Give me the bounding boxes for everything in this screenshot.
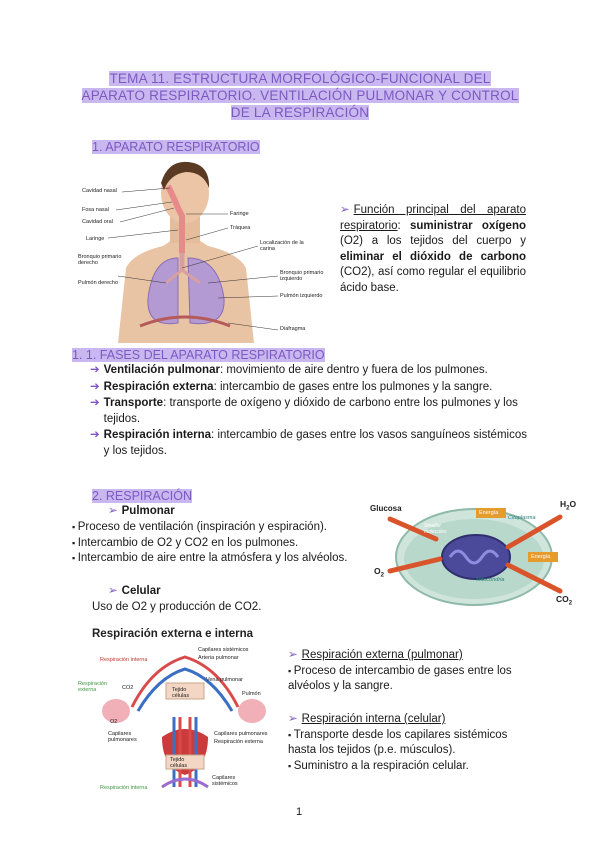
section-2-heading-text: 2. RESPIRACIÓN — [92, 489, 193, 503]
list-item: ▪ Suministro a la respiración celular. — [288, 759, 528, 775]
phase-bold: Ventilación pulmonar — [103, 364, 220, 376]
function-colon: : — [397, 219, 410, 232]
label-o2-small: O2 — [110, 719, 118, 725]
label-citoplasma: Citoplasma — [508, 515, 536, 521]
cellular-respiration-figure — [368, 495, 580, 617]
label-glucosa: Glucosa — [370, 504, 402, 513]
pulmonar-label: Pulmonar — [121, 505, 175, 517]
celular-heading — [108, 584, 161, 600]
section-1-heading-text: 1. APARATO RESPIRATORIO — [92, 140, 260, 154]
co2-sub: 2 — [568, 600, 573, 607]
page-title — [60, 70, 540, 121]
list-item: ▪ Intercambio de aire entre la atmósfera y los alvéolos. — [72, 551, 372, 567]
o2-sub: 2 — [380, 572, 384, 579]
label-tejido-celulas: Tejido células — [172, 687, 190, 699]
o2-main: O — [374, 566, 381, 576]
label-carina: Localización de la carina — [260, 240, 304, 252]
label-cavidad-nasal: Cavidad nasal — [82, 188, 117, 194]
label-cavidad-oral: Cavidad oral — [82, 219, 113, 225]
triangle-bullet-icon: ➢ — [288, 649, 298, 661]
title-line-2: APARATO RESPIRATORIO. VENTILACIÓN PULMONAR Y CONTROL — [81, 88, 519, 103]
label-capilares-pulmonares-left: Capilares pulmonares — [108, 731, 137, 743]
label-energia-2: Energía — [531, 554, 551, 560]
circulation-illustration — [92, 647, 278, 797]
section-1-1-heading-text: 1. 1. FASES DEL APARATO RESPIRATORIO — [72, 348, 325, 362]
label-pulmon: Pulmón — [242, 691, 261, 697]
label-co2-small: CO2 — [122, 685, 134, 691]
list-item: ▪ Proceso de ventilación (inspiración y espiración). — [72, 520, 372, 536]
section-2-heading — [92, 489, 192, 503]
label-pulmon-izquierdo: Pulmón izquierdo — [280, 293, 323, 299]
phases-list — [90, 363, 527, 459]
co2-main: CO — [556, 594, 569, 604]
label-laringe: Laringe — [86, 236, 105, 242]
celular-label: Celular — [121, 585, 161, 597]
arrow-icon: ➔ — [90, 429, 100, 441]
label-mitocondria: Mitocondria — [476, 577, 505, 583]
section-1-1-heading — [72, 348, 325, 362]
interna-heading-text: Respiración interna (celular) — [301, 713, 446, 725]
title-line-3: DE LA RESPIRACIÓN — [230, 105, 370, 120]
section-1-heading — [92, 140, 260, 154]
label-resp-interna-top: Respiración interna — [100, 657, 148, 663]
label-faringe: Faringe — [230, 211, 249, 217]
list-item — [90, 380, 527, 396]
phase-bold: Respiración interna — [103, 429, 212, 441]
label-pulmon-derecho: Pulmón derecho — [78, 280, 119, 286]
phase-text: : intercambio de gases entre los pulmones y la sangre. — [213, 380, 493, 393]
page-number: 1 — [296, 806, 303, 818]
phase-bold: Respiración externa — [103, 380, 214, 393]
label-capilares-pulmonares-right: Capilares pulmonares — [214, 731, 268, 737]
label-co2 — [556, 594, 572, 607]
label-capilares-sistemicos-bottom: Capilares sistémicos — [212, 775, 238, 787]
label-vena-pulmonar: Vena pulmonar — [206, 677, 243, 683]
interna-heading — [288, 712, 528, 728]
label-h2o — [560, 499, 576, 512]
function-mid: (O2) a los tejidos del cuerpo y — [340, 235, 526, 247]
phase-text: : intercambio de gases entre los vasos sanguíneos sistémicos y los tejidos. — [103, 429, 527, 457]
label-tejido-bottom: Tejido células — [170, 757, 188, 769]
interna-block — [288, 712, 528, 774]
respiration-figure-title: Respiración externa e interna — [92, 628, 254, 640]
function-tail: (CO2), así como regular el equilibrio ácido base. — [340, 266, 526, 294]
label-o2 — [374, 566, 384, 579]
interna-list — [288, 728, 528, 775]
celular-text: Uso de O2 y producción de CO2. — [92, 601, 262, 613]
function-paragraph — [340, 203, 526, 296]
externa-block — [288, 648, 528, 695]
externa-heading-text: Respiración externa (pulmonar) — [301, 649, 463, 661]
pulmonar-list — [72, 520, 372, 567]
arrow-icon: ➔ — [90, 380, 100, 393]
triangle-bullet-icon: ➢ — [108, 585, 118, 597]
list-item: ▪ Transporte desde los capilares sistémicos hasta los tejidos (p.e. músculos). — [288, 728, 528, 759]
label-traquea: Tráquea — [230, 225, 251, 231]
function-bold-1: suministrar oxígeno — [410, 219, 526, 232]
title-line-1: TEMA 11. ESTRUCTURA MORFOLÓGICO-FUNCIONAL DEL — [109, 71, 491, 86]
list-item — [90, 363, 527, 379]
triangle-bullet-icon: ➢ — [340, 204, 350, 216]
externa-heading — [288, 648, 528, 664]
pulmonar-heading — [108, 504, 175, 520]
phase-text: : movimiento de aire dentro y fuera de los pulmones. — [219, 364, 488, 376]
h2o-end: O — [569, 499, 577, 509]
label-smaller-molecules: Smaller molecules — [424, 523, 447, 535]
arrow-icon: ➔ — [90, 397, 100, 409]
arrow-icon: ➔ — [90, 364, 100, 376]
h2o-main: H — [560, 499, 567, 509]
label-diafragma: Diafragma — [280, 326, 306, 332]
function-bold-2: eliminar el dióxido de carbono — [340, 250, 526, 263]
phase-bold: Transporte — [103, 397, 164, 409]
phase-text: : transporte de oxígeno y dióxido de carbono entre los pulmones y los tejidos. — [103, 397, 518, 425]
list-item: ▪ Intercambio de O2 y CO2 en los pulmones. — [72, 536, 372, 552]
label-bronquio-derecho: Bronquio primario derecho — [78, 254, 122, 266]
h2o-sub: 2 — [566, 505, 570, 512]
label-energia-1: Energía — [479, 510, 499, 516]
function-lead: Función principal del aparato respiratorio — [340, 204, 526, 232]
list-item — [90, 396, 527, 427]
respiration-figure — [78, 647, 278, 797]
triangle-bullet-icon: ➢ — [108, 505, 118, 517]
respiratory-system-figure — [78, 158, 340, 343]
list-item: ▪ Proceso de intercambio de gases entre los alvéolos y la sangre. — [288, 664, 528, 695]
label-bronquio-izquierdo: Bronquio primario izquierdo — [280, 270, 324, 282]
label-arteria-pulmonar: Arteria pulmonar — [198, 655, 239, 661]
externa-list — [288, 664, 528, 695]
label-resp-externa: Respiración externa — [78, 681, 108, 693]
label-fosa-nasal: Fosa nasal — [82, 207, 109, 213]
label-capilares-sistemicos: Capilares sistémicos — [198, 647, 249, 653]
label-resp-externa-right: Respiración externa — [214, 739, 263, 745]
list-item — [90, 428, 527, 459]
label-resp-interna-bottom: Respiración interna — [100, 785, 148, 791]
triangle-bullet-icon: ➢ — [288, 713, 298, 725]
